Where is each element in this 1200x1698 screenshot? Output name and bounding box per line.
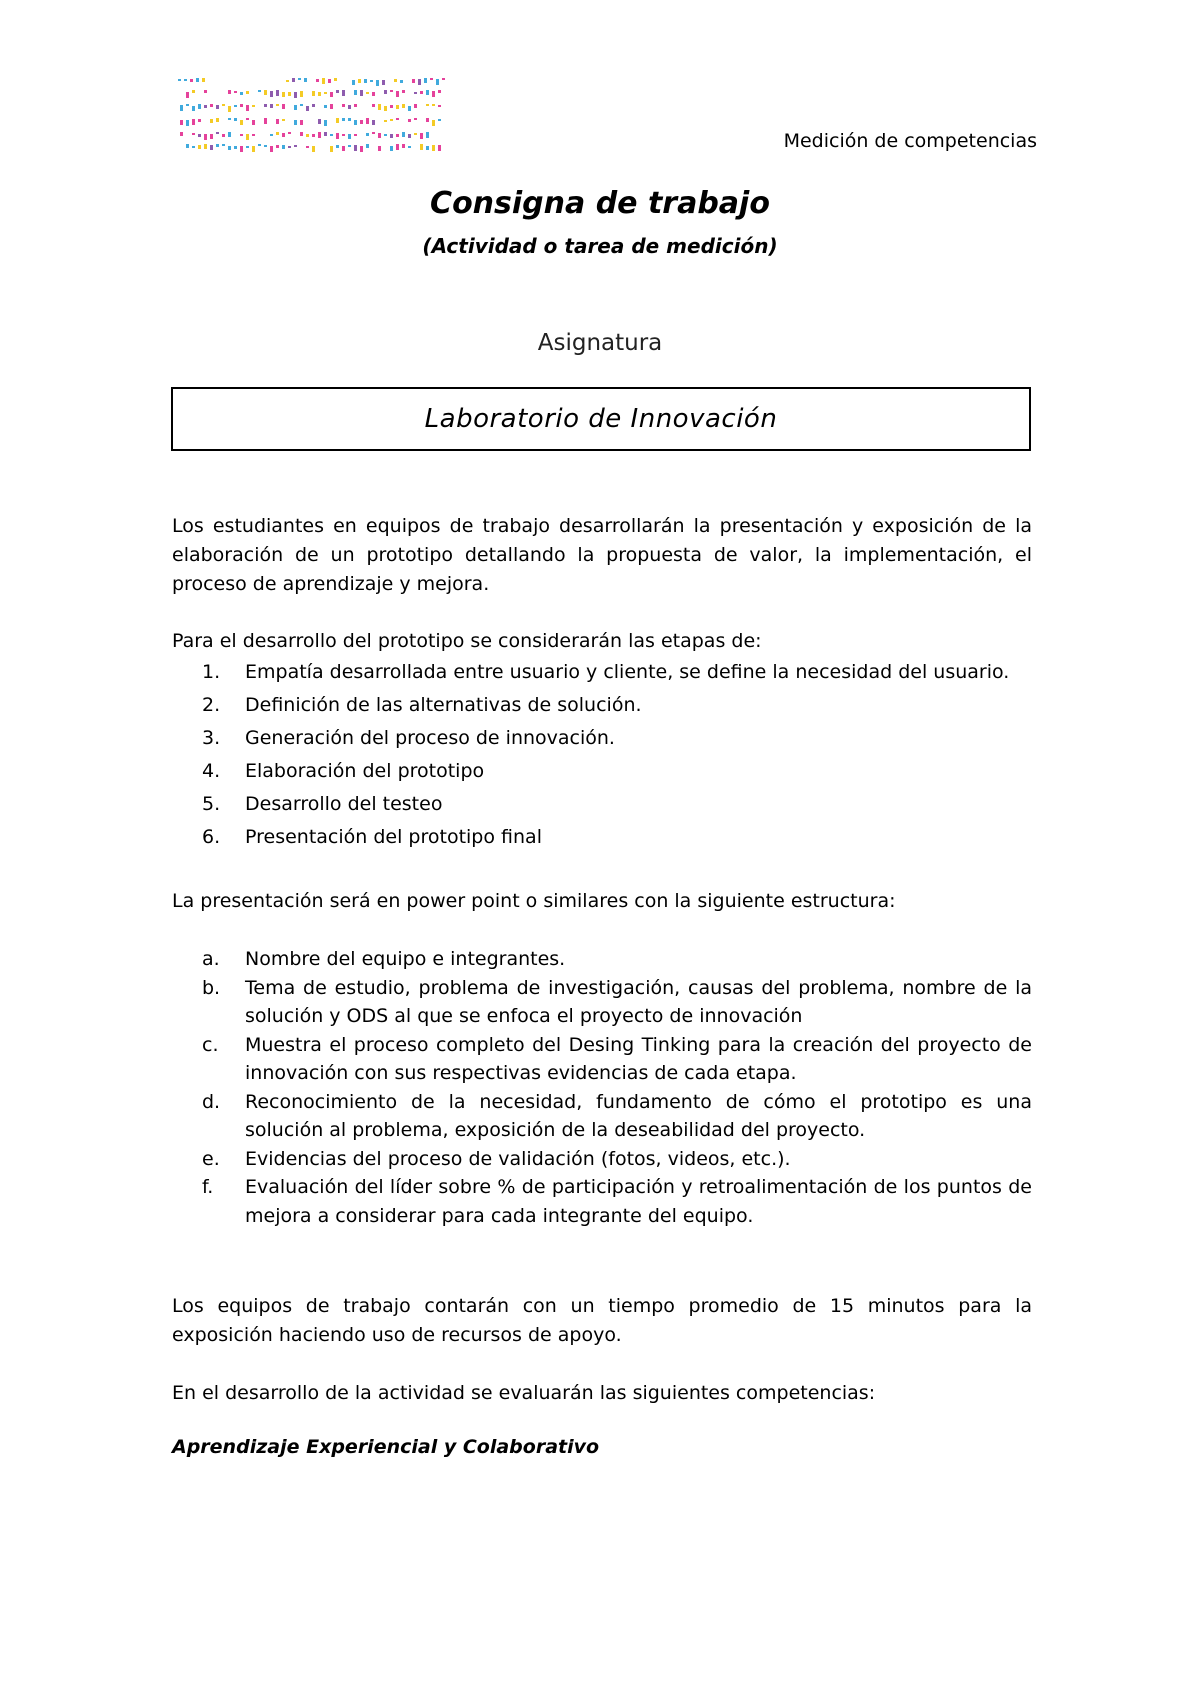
list-item [172,1088,1032,1145]
list-item-text: Evaluación del líder sobre % de participación y retroalimentación de los puntos de mejora a considerar para cada integrante del equipo. [245,1176,1032,1227]
list-item [172,689,1032,722]
list-item [172,974,1032,1031]
list-item-text: Reconocimiento de la necesidad, fundamento de cómo el prototipo es una solución al problema, exposición de la deseabilidad del proyecto. [245,1090,1032,1141]
structure-intro-paragraph: La presentación será en power point o similares con la siguiente estructura: [172,890,896,912]
list-marker: 2. [202,694,221,716]
list-item [172,656,1032,689]
stages-intro-paragraph: Para el desarrollo del prototipo se considerarán las etapas de: [172,630,762,652]
page-subtitle: (Actividad o tarea de medición) [422,234,778,258]
subject-label: Asignatura [537,330,663,356]
list-item-text: Muestra el proceso completo del Desing Tinking para la creación del proyecto de innovación con sus respectivas evidencias de cada etapa. [245,1033,1032,1084]
list-item-text: Tema de estudio, problema de investigación, causas del problema, nombre de la solución y ODS al que se enfoca el proyecto de innovación [245,976,1032,1027]
stages-list [172,656,1032,854]
list-marker: 3. [202,727,221,749]
header-label: Medición de competencias [783,130,1037,152]
list-item-text: Empatía desarrollada entre usuario y cliente, se define la necesidad del usuario. [245,661,1010,683]
course-name: Laboratorio de Innovación [424,404,778,434]
list-item-text: Elaboración del prototipo [245,760,485,782]
list-item [172,821,1032,854]
list-item-text: Evidencias del proceso de validación (fotos, videos, etc.). [245,1147,791,1170]
list-item-text: Presentación del prototipo final [245,826,542,848]
list-item-text: Definición de las alternativas de solución. [245,694,642,716]
competency-heading: Aprendizaje Experiencial y Colaborativo [172,1436,600,1458]
list-marker: 6. [202,826,221,848]
page-title: Consigna de trabajo [430,186,770,221]
competencies-intro-paragraph: En el desarrollo de la actividad se evaluarán las siguientes competencias: [172,1382,876,1404]
list-marker: f. [202,1176,214,1198]
list-marker: 1. [202,661,221,683]
list-item [172,1173,1032,1230]
list-item [172,722,1032,755]
list-item [172,945,1032,974]
list-marker: c. [202,1033,219,1056]
list-marker: 5. [202,793,221,815]
institution-logo [178,74,446,152]
list-item-text: Generación del proceso de innovación. [245,727,615,749]
intro-paragraph: Los estudiantes en equipos de trabajo desarrollarán la presentación y exposición de la elaboración de un prototipo detallando la propuesta de valor, la implementación, el proceso de aprendizaje y mejora. [172,515,1032,595]
list-marker: d. [202,1090,221,1113]
list-item [172,1145,1032,1174]
list-item [172,755,1032,788]
list-marker: a. [202,948,220,970]
list-item [172,788,1032,821]
structure-list [172,945,1032,1230]
list-item [172,1031,1032,1088]
list-marker: 4. [202,760,221,782]
list-item-text: Nombre del equipo e integrantes. [245,948,566,970]
course-name-box [171,387,1031,451]
time-paragraph: Los equipos de trabajo contarán con un tiempo promedio de 15 minutos para la exposición haciendo uso de recursos de apoyo. [172,1295,1032,1346]
list-marker: e. [202,1147,220,1170]
list-marker: b. [202,976,221,999]
list-item-text: Desarrollo del testeo [245,793,443,815]
